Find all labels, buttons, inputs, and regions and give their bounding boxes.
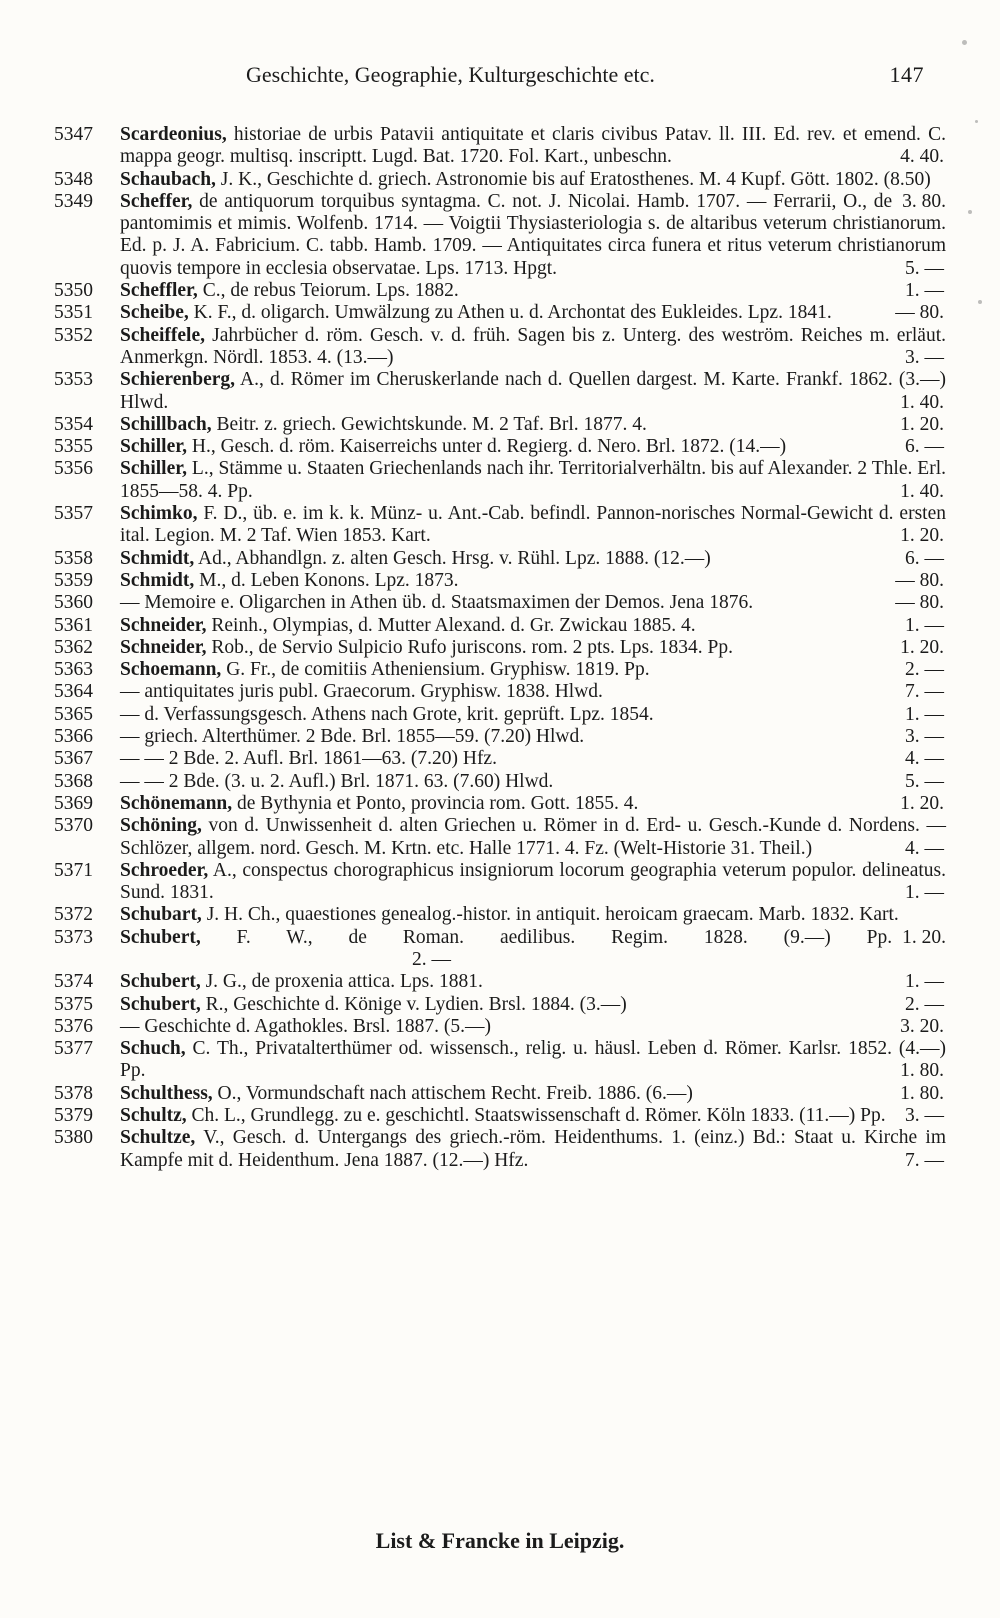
catalogue-entry — [0, 1127, 1000, 1172]
entry-price: 4. 40. — [900, 146, 944, 168]
entry-price: 1. 20. — [900, 413, 944, 435]
entry-body — [120, 124, 946, 169]
entry-price: 1. — — [905, 882, 944, 904]
scan-speck — [968, 210, 972, 214]
catalogue-entry — [0, 436, 1000, 458]
entry-number: 5353 — [54, 369, 93, 391]
entry-number: 5364 — [54, 681, 93, 703]
entry-author: Schöning, — [120, 815, 202, 837]
entry-price: 1. 40. — [900, 480, 944, 502]
entry-author: Scardeonius, — [120, 124, 227, 145]
catalogue-entry — [0, 704, 1000, 726]
entry-body — [120, 615, 946, 637]
entry-author: Schaubach, — [120, 168, 216, 190]
entry-number: 5374 — [54, 971, 93, 993]
catalogue-entries — [0, 124, 1000, 1172]
entry-body — [120, 592, 946, 614]
catalogue-entry — [0, 124, 1000, 169]
entry-author: Schubert, — [120, 971, 201, 993]
entry-number: 5347 — [54, 124, 93, 145]
entry-price: 2. — — [905, 993, 944, 1015]
entry-description: Reinh., Olympias, d. Mutter Alexand. d. Gr. Zwickau 1885. 4. — [206, 614, 696, 636]
catalogue-entry — [0, 548, 1000, 570]
entry-body — [120, 302, 946, 324]
catalogue-entry — [0, 748, 1000, 770]
catalogue-entry — [0, 793, 1000, 815]
catalogue-entry — [0, 369, 1000, 414]
catalogue-entry — [0, 1105, 1000, 1127]
catalogue-entry — [0, 815, 1000, 860]
entry-description: A., d. Römer im Cheruskerlande nach d. Quellen dargest. M. Karte. Frankf. 1862. (3.—) Hlwd. — [120, 369, 946, 413]
catalogue-entry — [0, 971, 1000, 993]
entry-number: 5367 — [54, 748, 93, 770]
publisher-footer: List & Francke in Leipzig. — [375, 1528, 625, 1553]
catalogue-entry — [0, 637, 1000, 659]
entry-body — [120, 503, 946, 548]
entry-number: 5356 — [54, 458, 93, 480]
entry-description: L., Stämme u. Staaten Griechenlands nach ihr. Territorialverhältn. bis auf Alexander. 2 Thle. Erl. 1855—58. 4. Pp. — [120, 458, 946, 502]
catalogue-entry — [0, 615, 1000, 637]
entry-number: 5371 — [54, 859, 93, 881]
entry-description: — Geschichte d. Agathokles. Brsl. 1887. (5.—) — [120, 1015, 491, 1037]
entry-number: 5377 — [54, 1038, 93, 1060]
entry-description: F. D., üb. e. im k. k. Münz- u. Ant.-Cab. befindl. Pannon-norisches Normal-Gewicht d. ersten ital. Legion. M. 2 Taf. Wien 1853. Kart. — [120, 503, 946, 547]
entry-description: Ad., Abhandlgn. z. alten Gesch. Hrsg. v. Rühl. Lpz. 1888. (12.—) — [194, 547, 711, 569]
entry-description: C. Th., Privatalterthümer od. wissensch., relig. u. häusl. Leben d. Römer. Karlsr. 1852. (4.—) Pp. — [120, 1038, 946, 1082]
entry-number: 5348 — [54, 168, 93, 190]
entry-price: 3. 80. — [902, 190, 946, 212]
entry-description: C., de rebus Teiorum. Lps. 1882. — [197, 280, 459, 302]
entry-author: Schroeder, — [120, 859, 209, 881]
entry-body — [120, 659, 946, 681]
entry-description: — Memoire e. Oligarchen in Athen üb. d. Staatsmaximen der Demos. Jena 1876. — [120, 592, 754, 614]
entry-body — [120, 458, 946, 503]
catalogue-entry — [0, 503, 1000, 548]
entry-price: 1. 20. — [900, 792, 944, 814]
entry-author: Schierenberg, — [120, 369, 236, 391]
entry-author: Schneider, — [120, 636, 207, 658]
entry-number: 5370 — [54, 815, 93, 837]
entry-number: 5349 — [54, 190, 93, 212]
entry-body — [120, 637, 946, 659]
entry-description: historiae de urbis Patavii antiquitate et claris civibus Patav. ll. III. Ed. rev. et emend. C. mappa geogr. multisq. inscriptt. Lugd. Bat. 1720. Fol. Kart., unbeschn. — [120, 124, 946, 168]
catalogue-entry — [0, 659, 1000, 681]
entry-body — [120, 815, 946, 860]
entry-price: 3. — — [905, 1105, 944, 1127]
entry-body — [120, 414, 946, 436]
entry-description: J. H. Ch., quaestiones genealog.-histor. in antiquit. heroicam graecam. Marb. 1832. Kart. — [201, 904, 899, 926]
entry-author: Schultz, — [120, 1105, 187, 1127]
entry-price: 5. — — [905, 770, 944, 792]
entry-body — [120, 971, 946, 993]
entry-body — [120, 570, 946, 592]
entry-author: Schubart, — [120, 904, 202, 926]
entry-author: Schultze, — [120, 1127, 196, 1149]
catalogue-entry — [0, 771, 1000, 793]
entry-price: — 80. — [895, 592, 944, 614]
entry-number: 5369 — [54, 792, 93, 814]
entry-description: M., d. Leben Konons. Lpz. 1873. — [194, 569, 459, 591]
entry-description: Jahrbücher d. röm. Gesch. v. d. früh. Sagen bis z. Unterg. des weström. Reiches m. erläut. Anmerkgn. Nördl. 1853. 4. (13.—) — [120, 324, 946, 368]
entry-author: Scheiffele, — [120, 324, 206, 346]
entry-description: A., conspectus chorographicus insigniorum locorum geographia veterum populor. delineatus. Sund. 1831. — [120, 859, 946, 904]
entry-number: 5373 — [54, 926, 93, 948]
entry-description: J. G., de proxenia attica. Lps. 1881. — [200, 971, 483, 993]
entry-price: 1. 20. — [902, 926, 946, 948]
entry-description: de Bythynia et Ponto, provincia rom. Gott. 1855. 4. — [232, 792, 639, 814]
entry-price: 1. — — [905, 971, 944, 993]
entry-body — [120, 191, 946, 280]
entry-author: Schmidt, — [120, 569, 195, 591]
page-number: 147 — [889, 62, 924, 87]
catalogue-entry — [0, 681, 1000, 703]
entry-number: 5368 — [54, 770, 93, 792]
entry-description: — d. Verfassungsgesch. Athens nach Grote, krit. geprüft. Lpz. 1854. — [120, 703, 654, 725]
entry-description: R., Geschichte d. Könige v. Lydien. Brsl. 1884. (3.—) — [200, 993, 627, 1015]
catalogue-entry — [0, 1038, 1000, 1083]
running-title: Geschichte, Geographie, Kulturgeschichte etc. — [246, 62, 655, 87]
catalogue-entry — [0, 927, 1000, 972]
entry-author: Schmidt, — [120, 547, 195, 569]
entry-body — [120, 369, 946, 414]
entry-body — [120, 436, 946, 458]
entry-body — [120, 1083, 946, 1105]
catalogue-entry — [0, 302, 1000, 324]
entry-description: Beitr. z. griech. Gewichtskunde. M. 2 Taf. Brl. 1877. 4. — [211, 413, 647, 435]
entry-description: Ch. L., Grundlegg. zu e. geschichtl. Staatswissenschaft d. Römer. Köln 1833. (11.—) Pp. — [186, 1105, 886, 1127]
entry-description: — — 2 Bde. 2. Aufl. Brl. 1861—63. (7.20) Hfz. — [120, 748, 497, 770]
entry-description: K. F., d. oligarch. Umwälzung zu Athen u. d. Archontat des Eukleides. Lpz. 1841. — [188, 302, 832, 324]
entry-number: 5363 — [54, 659, 93, 681]
entry-author: Schimko, — [120, 503, 198, 525]
entry-price: 1. — — [905, 280, 944, 302]
entry-number: 5351 — [54, 302, 93, 324]
entry-number: 5350 — [54, 280, 93, 302]
entry-price: 1. 20. — [900, 636, 944, 658]
entry-number: 5357 — [54, 503, 93, 525]
entry-price: — 80. — [895, 569, 944, 591]
catalogue-entry — [0, 592, 1000, 614]
catalogue-entry — [0, 994, 1000, 1016]
entry-price: 5. — — [905, 257, 944, 279]
entry-number: 5362 — [54, 636, 93, 658]
catalogue-entry — [0, 570, 1000, 592]
entry-author: Scheffler, — [120, 280, 198, 302]
scan-speck — [975, 120, 978, 123]
entry-number: 5358 — [54, 547, 93, 569]
entry-number: 5354 — [54, 413, 93, 435]
catalogue-entry — [0, 414, 1000, 436]
catalogue-entry — [0, 860, 1000, 905]
entry-author: Schuch, — [120, 1038, 186, 1060]
entry-author: Scheffer, — [120, 190, 193, 212]
entry-body — [120, 1038, 946, 1083]
entry-price: 6. — — [905, 547, 944, 569]
entry-price: 7. — — [905, 681, 944, 703]
entry-description: — antiquitates juris publ. Graecorum. Gryphisw. 1838. Hlwd. — [120, 681, 603, 703]
entry-price: 3. — — [905, 346, 944, 368]
entry-body — [120, 793, 946, 815]
entry-number: 5361 — [54, 614, 93, 636]
entry-number: 5378 — [54, 1082, 93, 1104]
entry-body — [120, 1105, 946, 1127]
catalogue-entry — [0, 726, 1000, 748]
entry-author: Schubert, — [120, 993, 201, 1015]
entry-author: Schoemann, — [120, 659, 222, 681]
scan-speck — [978, 300, 982, 304]
entry-price: 7. — — [905, 1149, 944, 1171]
entry-body — [120, 1127, 946, 1172]
entry-number: 5352 — [54, 324, 93, 346]
entry-number: 5365 — [54, 703, 93, 725]
entry-description: F. W., de Roman. aedilibus. Regim. 1828. (9.—) Pp. — [200, 926, 893, 948]
scan-speck — [962, 40, 967, 45]
entry-description: — griech. Alterthümer. 2 Bde. Brl. 1855—59. (7.20) Hlwd. — [120, 726, 585, 748]
entry-price: 1. 40. — [900, 391, 944, 413]
entry-body — [120, 548, 946, 570]
entry-author: Schubert, — [120, 926, 201, 948]
entry-description: O., Vormundschaft nach attischem Recht. Freib. 1886. (6.—) — [212, 1082, 693, 1104]
entry-number: 5355 — [54, 436, 93, 458]
entry-number: 5379 — [54, 1105, 93, 1127]
entry-description: — — 2 Bde. (3. u. 2. Aufl.) Brl. 1871. 63. (7.60) Hlwd. — [120, 770, 554, 792]
entry-number: 5380 — [54, 1127, 93, 1149]
entry-price: — 80. — [895, 302, 944, 324]
entry-price: 1. 80. — [900, 1060, 944, 1082]
entry-number: 5360 — [54, 592, 93, 614]
running-header — [246, 62, 946, 92]
catalogue-entry — [0, 1016, 1000, 1038]
entry-body — [120, 681, 946, 703]
entry-description: H., Gesch. d. röm. Kaiserreichs unter d. Regierg. d. Nero. Brl. 1872. (14.—) — [187, 436, 787, 458]
entry-body — [120, 1016, 946, 1038]
entry-price: 4. — — [905, 748, 944, 770]
entry-description: V., Gesch. d. Untergangs des griech.-röm. Heidenthums. 1. (einz.) Bd.: Staat u. Kirche im Kampfe mit d. Heidenthum. Jena 1887. (12.—) Hfz. — [120, 1127, 946, 1171]
entry-author: Schiller, — [120, 458, 187, 480]
entry-author: Schiller, — [120, 436, 187, 458]
entry-description: J. K., Geschichte d. griech. Astronomie bis auf Eratosthenes. M. 4 Kupf. Gött. 1802. (8.50) — [215, 168, 931, 190]
entry-price: 6. — — [905, 436, 944, 458]
entry-description: de antiquorum torquibus syntagma. C. not. J. Nicolai. Hamb. 1707. — Ferrarii, O., de pantomimis et mimis. Wolfenb. 1714. — Voigtii Thysiasteriologia s. de altaribus veterum christianorum. Ed. p. J. A. Fabricium. C. tabb. Hamb. 1709. — Antiquitates circa funera et ritus veterum christianorum quovis tempore in ecclesia observatae. Lps. 1713. Hpgt. — [120, 190, 946, 279]
entry-body — [120, 927, 946, 972]
entry-price: 3. 20. — [900, 1015, 944, 1037]
entry-price: 1. — — [905, 703, 944, 725]
entry-body — [120, 325, 946, 370]
catalogue-entry — [0, 458, 1000, 503]
entry-price: 1. — — [905, 614, 944, 636]
catalogue-entry — [0, 1083, 1000, 1105]
entry-number: 5366 — [54, 726, 93, 748]
entry-price: 2. — — [905, 659, 944, 681]
entry-body — [120, 748, 946, 770]
catalogue-entry — [0, 191, 1000, 280]
entry-body — [120, 704, 946, 726]
entry-body — [120, 860, 946, 905]
entry-price: 4. — — [905, 837, 944, 859]
entry-number: 5375 — [54, 993, 93, 1015]
entry-author: Schillbach, — [120, 413, 212, 435]
catalogue-entry — [0, 280, 1000, 302]
entry-description: Rob., de Servio Sulpicio Rufo juriscons. rom. 2 pts. Lps. 1834. Pp. — [206, 636, 734, 658]
entry-body — [120, 771, 946, 793]
entry-author: Schneider, — [120, 614, 207, 636]
entry-body — [120, 726, 946, 748]
entry-price: 1. 20. — [900, 525, 944, 547]
entry-number: 5376 — [54, 1015, 93, 1037]
entry-description: G. Fr., de comitiis Atheniensium. Gryphisw. 1819. Pp. — [221, 659, 650, 681]
entry-price: 3. — — [905, 726, 944, 748]
entry-price: 1. 80. — [900, 1082, 944, 1104]
entry-body — [120, 280, 946, 302]
entry-description: von d. Unwissenheit d. alten Griechen u. Römer in d. Erd- u. Gesch.-Kunde d. Nordens. — Schlözer, allgem. nord. Gesch. M. Krtn. etc. Halle 1771. 4. Fz. (Welt-Historie 31. Theil.) — [120, 815, 946, 859]
entry-author: Scheibe, — [120, 302, 189, 324]
entry-author: Schulthess, — [120, 1082, 213, 1104]
entry-price: 2. — — [412, 948, 452, 970]
entry-author: Schönemann, — [120, 792, 233, 814]
entry-number: 5372 — [54, 904, 93, 926]
entry-body — [120, 994, 946, 1016]
entry-number: 5359 — [54, 569, 93, 591]
catalogue-entry — [0, 325, 1000, 370]
